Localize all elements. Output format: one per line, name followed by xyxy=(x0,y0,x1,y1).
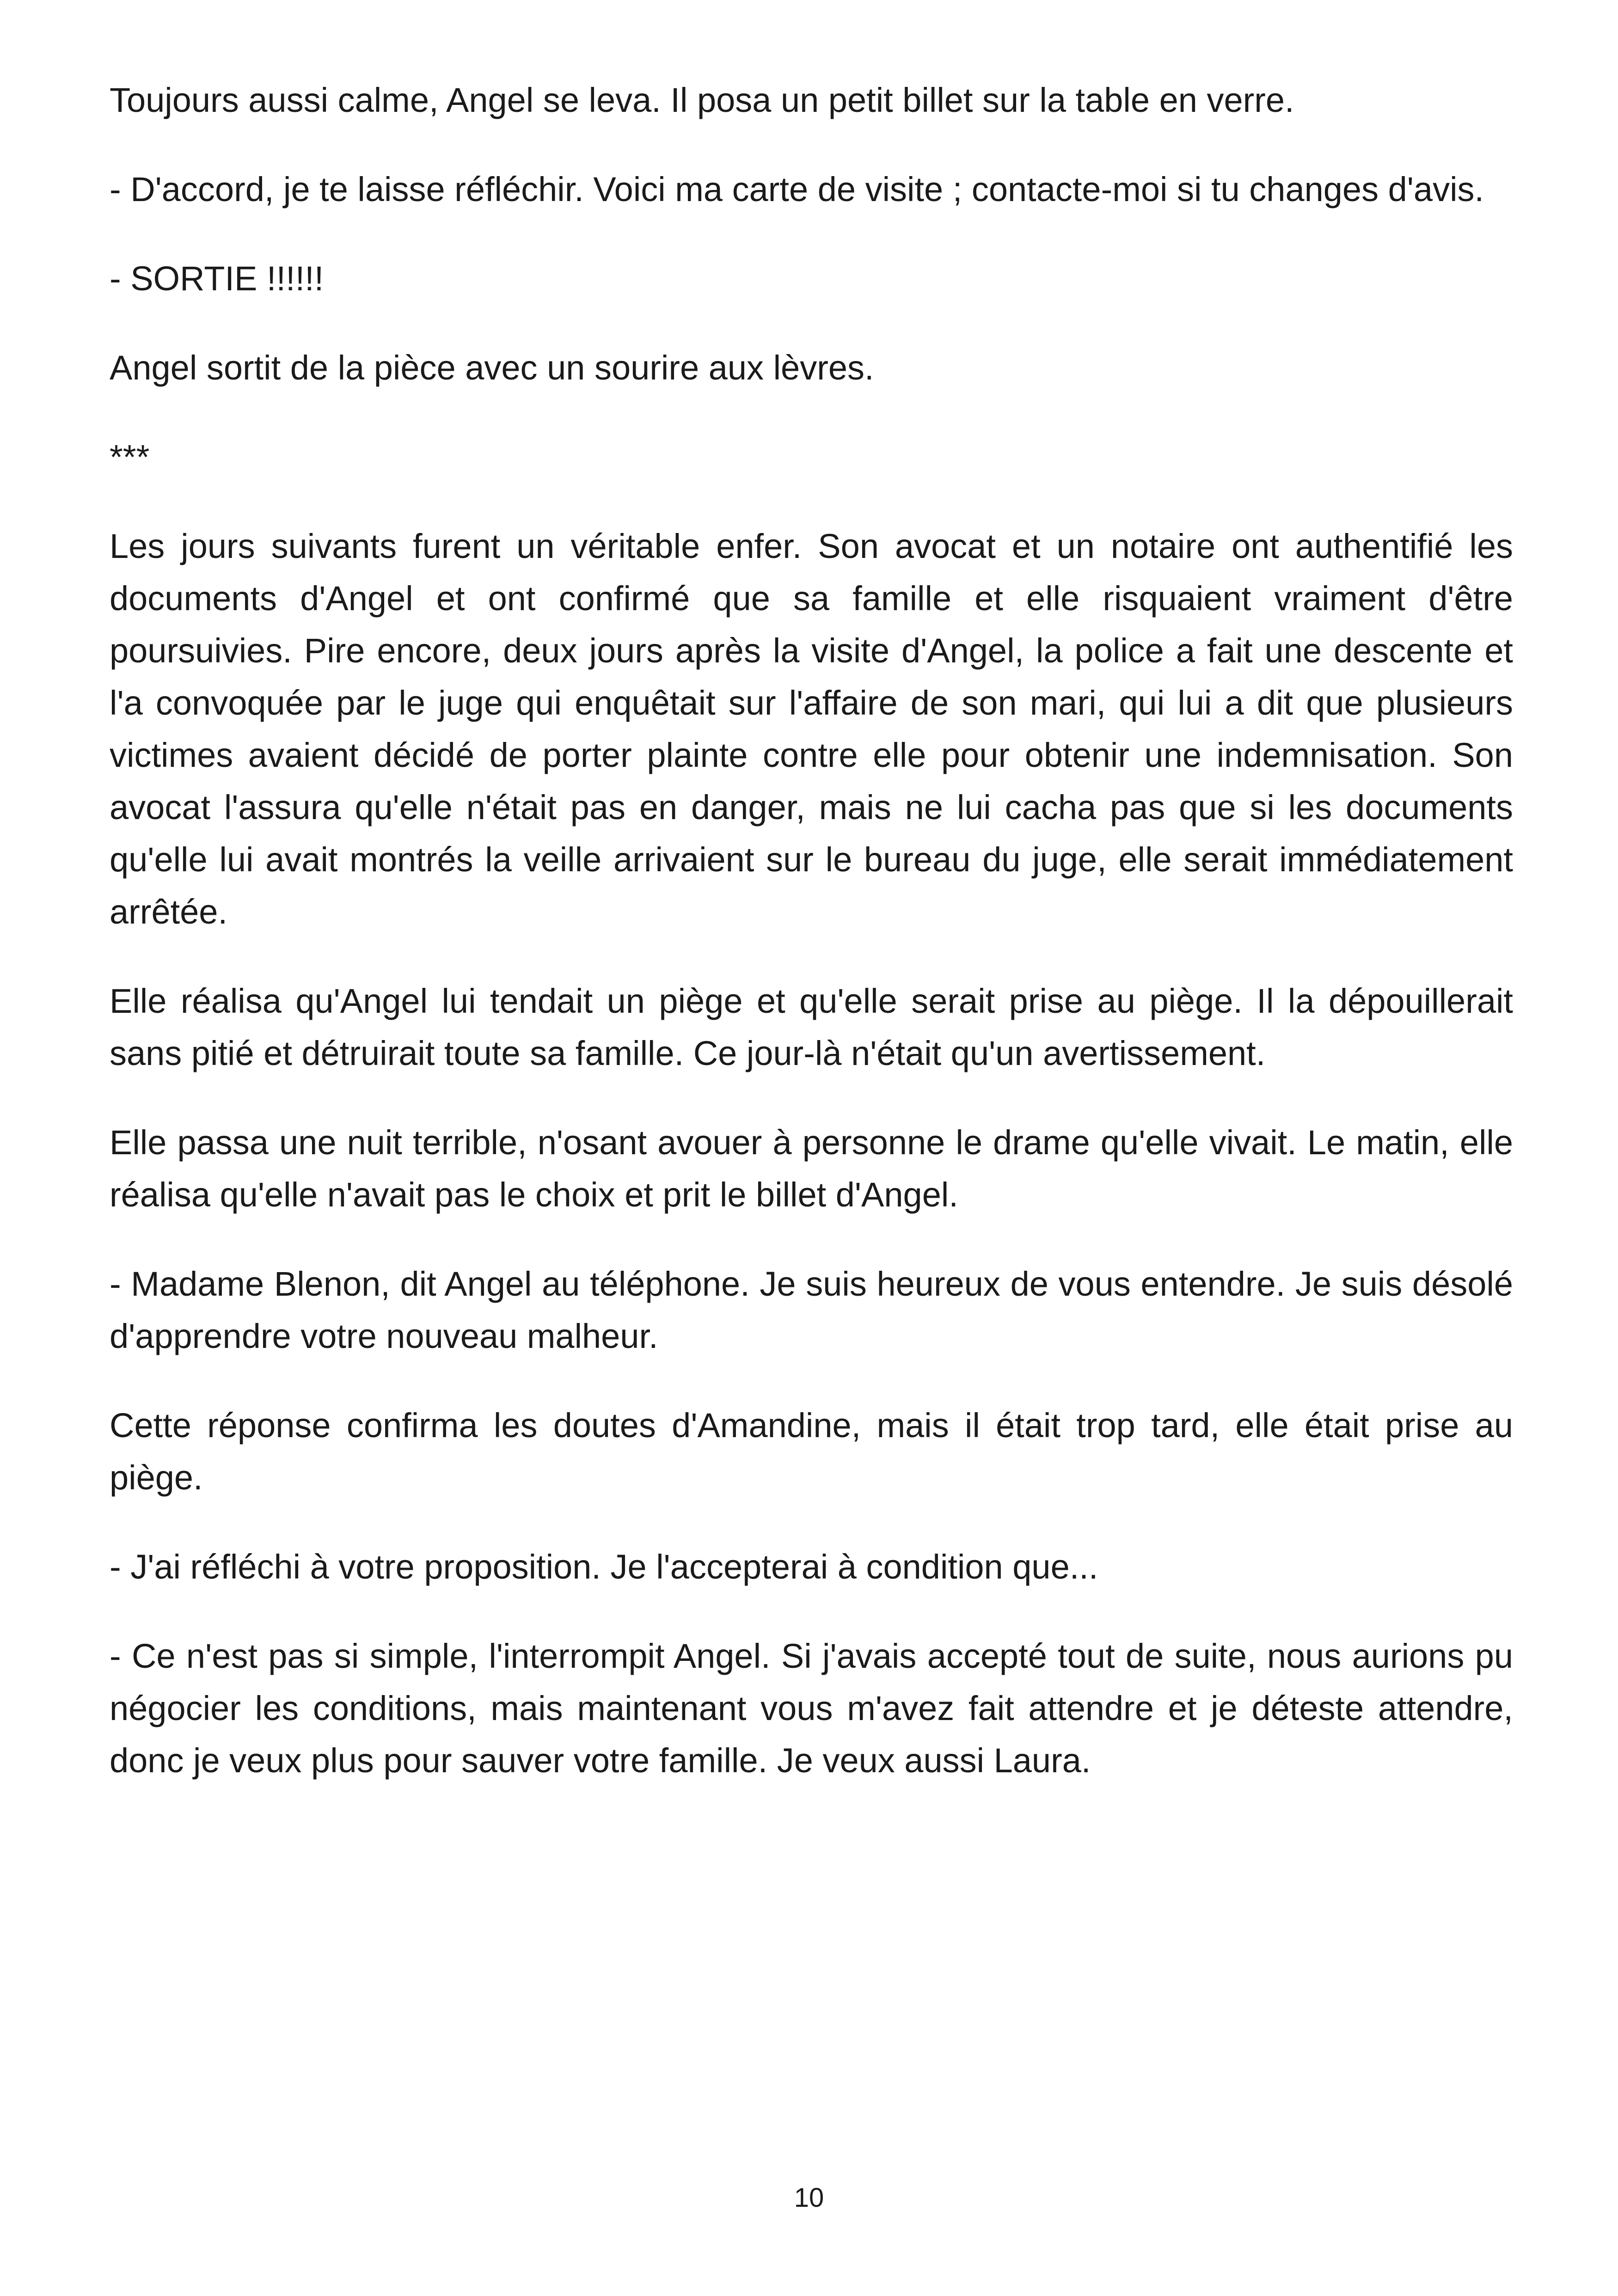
paragraph: - SORTIE !!!!!! xyxy=(110,259,324,298)
paragraph: Toujours aussi calme, Angel se leva. Il posa un petit billet sur la table en verre. xyxy=(110,81,1294,119)
paragraph: - Ce n'est pas si simple, l'interrompit Angel. Si j'avais accepté tout de suite, nous aurions pu négocier les conditions, mais maintenant vous m'avez fait attendre et je déteste attendre, donc je veux plus pour sauver votre famille. Je veux aussi Laura. xyxy=(110,1637,1513,1780)
paragraph: - J'ai réfléchi à votre proposition. Je l'accepterai à condition que... xyxy=(110,1548,1098,1586)
paragraph: Angel sortit de la pièce avec un sourire aux lèvres. xyxy=(110,349,874,387)
paragraph: Les jours suivants furent un véritable enfer. Son avocat et un notaire ont authentifié les documents d'Angel et ont confirmé que sa famille et elle risquaient vraiment d'être poursuivies. Pire encore, deux jours après la visite d'Angel, la police a fait une descente et l'a convoquée par le juge qui enquêtait sur l'affaire de son mari, qui lui a dit que plusieurs victimes avaient décidé de porter plainte contre elle pour obtenir une indemnisation. Son avocat l'assura qu'elle n'était pas en danger, mais ne lui cacha pas que si les documents qu'elle lui avait montrés la veille arrivaient sur le bureau du juge, elle serait immédiatement arrêtée. xyxy=(110,527,1513,931)
body-text xyxy=(110,74,1513,1824)
scene-break: *** xyxy=(110,438,150,476)
paragraph: Elle réalisa qu'Angel lui tendait un piège et qu'elle serait prise au piège. Il la dépouillerait sans pitié et détruirait toute sa famille. Ce jour-là n'était qu'un avertissement. xyxy=(110,982,1513,1072)
paragraph: - D'accord, je te laisse réfléchir. Voici ma carte de visite ; contacte-moi si tu changes d'avis. xyxy=(110,170,1484,208)
page-number: 10 xyxy=(794,2183,824,2213)
paragraph: Elle passa une nuit terrible, n'osant avouer à personne le drame qu'elle vivait. Le matin, elle réalisa qu'elle n'avait pas le choix et prit le billet d'Angel. xyxy=(110,1123,1513,1214)
paragraph: Cette réponse confirma les doutes d'Amandine, mais il était trop tard, elle était prise au piège. xyxy=(110,1406,1513,1497)
paragraph: - Madame Blenon, dit Angel au téléphone. Je suis heureux de vous entendre. Je suis désolé d'apprendre votre nouveau malheur. xyxy=(110,1265,1513,1355)
